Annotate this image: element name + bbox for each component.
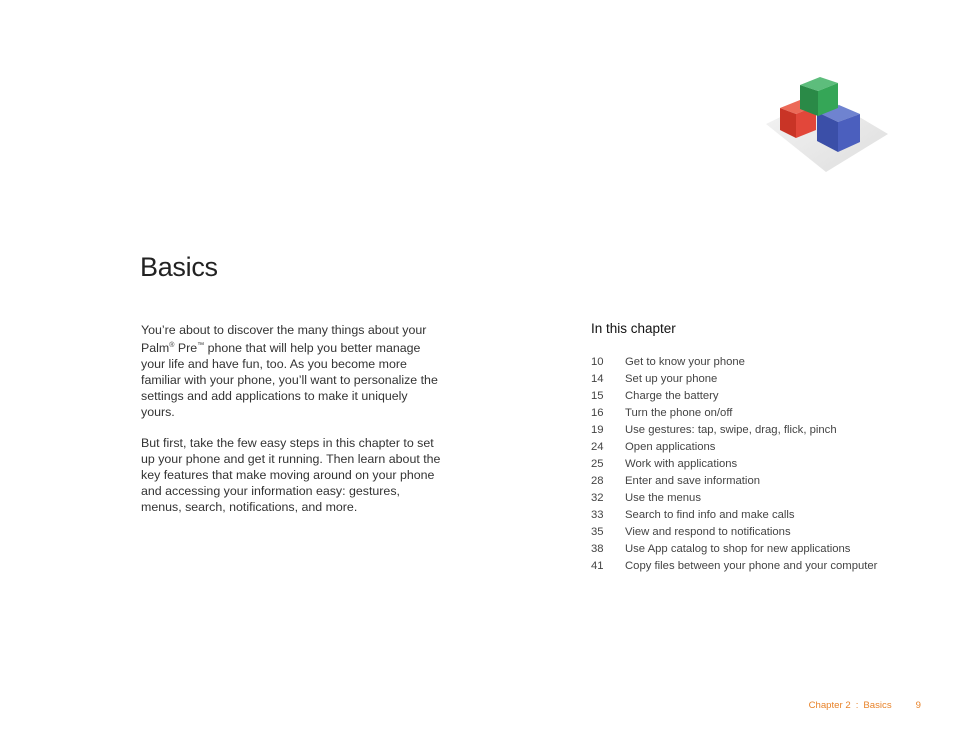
chapter-contents (591, 321, 911, 574)
contents-item-label: Copy files between your phone and your computer (625, 559, 878, 572)
contents-item[interactable] (591, 438, 911, 455)
contents-item-label: Get to know your phone (625, 355, 745, 368)
contents-page-number: 38 (591, 542, 604, 555)
contents-item[interactable] (591, 472, 911, 489)
contents-page-number: 28 (591, 474, 604, 487)
registered-mark: ® (169, 342, 175, 349)
contents-item-label: Use gestures: tap, swipe, drag, flick, pinch (625, 423, 837, 436)
contents-item-label: Use App catalog to shop for new applications (625, 542, 851, 555)
contents-item[interactable] (591, 489, 911, 506)
contents-item-label: Use the menus (625, 491, 701, 504)
contents-page-number: 41 (591, 559, 604, 572)
contents-page-number: 33 (591, 508, 604, 521)
contents-item-label: Open applications (625, 440, 716, 453)
contents-item[interactable] (591, 370, 911, 387)
building-blocks-icon (762, 72, 892, 176)
contents-page-number: 15 (591, 389, 604, 402)
contents-page-number: 10 (591, 355, 604, 368)
trademark-mark: ™ (197, 342, 205, 349)
contents-heading: In this chapter (591, 321, 676, 336)
contents-item[interactable] (591, 557, 911, 574)
footer-chapter: Chapter 2 (808, 700, 851, 711)
intro-text-part: Pre (174, 341, 198, 356)
intro-text-part: phone that will help you better manage your life and have fun, too. As you become more familiar with your phone, you’ll want to personalize the settings and add applications to make it uniquely yours. (141, 341, 438, 420)
footer-section: Basics (863, 700, 892, 711)
contents-page-number: 14 (591, 372, 604, 385)
page-number: 9 (915, 700, 921, 711)
contents-page-number: 24 (591, 440, 604, 453)
contents-page-number: 25 (591, 457, 604, 470)
contents-page-number: 16 (591, 406, 604, 419)
contents-item-label: Turn the phone on/off (625, 406, 733, 419)
contents-page-number: 35 (591, 525, 604, 538)
contents-item[interactable] (591, 387, 911, 404)
footer-separator: : (855, 700, 859, 711)
contents-item[interactable] (591, 540, 911, 557)
contents-item[interactable] (591, 455, 911, 472)
contents-item[interactable] (591, 404, 911, 421)
intro-paragraph: But first, take the few easy steps in this chapter to set up your phone and get it running. Then learn about the key features that make moving around on your phone and accessing your information easy: gestures, menus, search, notifications, and more. (141, 436, 441, 515)
contents-item[interactable] (591, 353, 911, 370)
contents-item[interactable] (591, 523, 911, 540)
contents-item-label: Search to find info and make calls (625, 508, 795, 521)
contents-item-label: Enter and save information (625, 474, 761, 487)
contents-item-label: View and respond to notifications (625, 525, 791, 538)
contents-item-label: Charge the battery (625, 389, 719, 402)
contents-item-label: Set up your phone (625, 372, 718, 385)
contents-page-number: 19 (591, 423, 604, 436)
chapter-title: Basics (140, 252, 218, 282)
intro-text (141, 322, 441, 530)
contents-item[interactable] (591, 506, 911, 523)
page-footer (809, 700, 921, 711)
contents-page-number: 32 (591, 491, 604, 504)
intro-paragraph (141, 322, 441, 420)
contents-item[interactable] (591, 421, 911, 438)
contents-list (591, 353, 911, 574)
contents-item-label: Work with applications (625, 457, 738, 470)
intro-text-part: You’re about to discover the many things about your Palm (141, 323, 427, 356)
